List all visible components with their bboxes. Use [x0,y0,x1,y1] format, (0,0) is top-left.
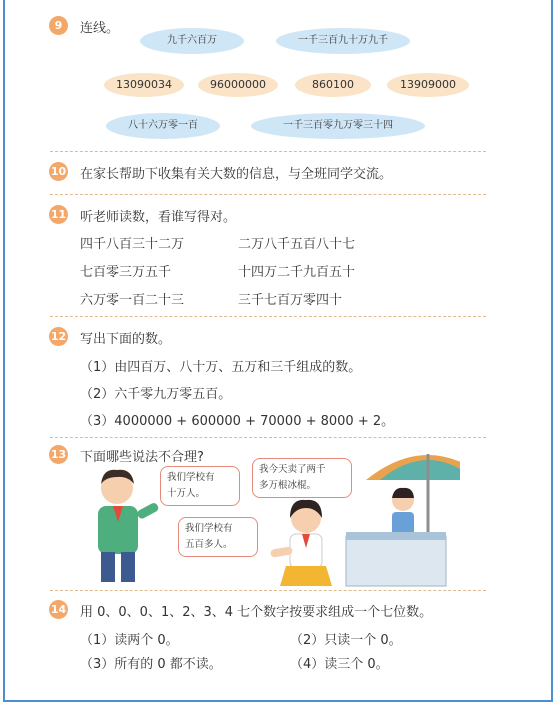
q12-item-2: （2）六千零九万零五百。 [80,387,232,402]
divider [50,194,486,195]
q9-oval-mid-2[interactable]: 96000000 [198,73,278,97]
q11-title: 听老师读数，看谁写得对。 [80,210,237,225]
q10-text: 在家长帮助下收集有关大数的信息，与全班同学交流。 [80,167,393,182]
q9-oval-mid-4[interactable]: 13909000 [387,73,469,97]
q11-item: 六万零一百二十三 [80,293,185,308]
q14-item-2: （2）只读一个 0。 [290,633,402,648]
q9-oval-mid-3[interactable]: 860100 [295,73,371,97]
q9-title: 连线。 [80,21,120,36]
q12-title: 写出下面的数。 [80,332,172,347]
q9-oval-bottom-1[interactable]: 八十六万零一百 [106,113,220,139]
q14-item-3: （3）所有的 0 都不读。 [80,657,222,672]
q12-item-3: （3）4000000 + 600000 + 70000 + 8000 + 2。 [80,414,395,429]
bubble-line: 我今天卖了两千 [259,464,326,475]
q12-item-1: （1）由四百万、八十万、五万和三千组成的数。 [80,360,362,375]
q11-item: 七百零三万五千 [80,265,172,280]
question-number-11: 11 [49,205,68,224]
q14-title: 用 0、0、0、1、2、3、4 七个数字按要求组成一个七位数。 [80,605,433,620]
q9-oval-bottom-2[interactable]: 一千三百零九万零三十四 [251,113,425,139]
question-number-10: 10 [49,162,68,181]
q11-item: 二万八千五百八十七 [238,237,356,252]
ice-cream-cart [346,532,446,586]
question-number-9: 9 [49,16,68,35]
speech-bubble-boy [160,466,240,506]
bubble-line: 我们学校有 [185,523,233,534]
q14-item-4: （4）读三个 0。 [290,657,389,672]
divider [50,437,486,438]
divider [50,590,486,591]
q14-item-1: （1）读两个 0。 [80,633,179,648]
divider [50,151,486,152]
question-number-14: 14 [49,600,68,619]
question-number-13: 13 [49,445,68,464]
bubble-line: 我们学校有 [167,472,215,483]
boy-figure [98,470,160,582]
q11-item: 十四万二千九百五十 [238,265,356,280]
q9-oval-top-2[interactable]: 一千三百九十万九千 [276,28,410,54]
bubble-line: 多万根冰棍。 [259,480,317,491]
q13-title: 下面哪些说法不合理? [80,450,204,465]
speech-bubble-vendor [252,458,352,498]
vendor-figure [392,488,414,536]
bubble-line: 十万人。 [167,488,206,499]
q9-oval-top-1[interactable]: 九千六百万 [140,28,244,54]
q11-item: 三千七百万零四十 [238,293,343,308]
q11-item: 四千八百三十二万 [80,237,185,252]
speech-bubble-girl [178,517,258,557]
page-frame [3,0,553,702]
girl-figure [270,500,332,586]
bubble-line: 五百多人。 [185,539,233,550]
question-number-12: 12 [49,327,68,346]
q9-oval-mid-1[interactable]: 13090034 [104,73,184,97]
divider [50,316,486,317]
